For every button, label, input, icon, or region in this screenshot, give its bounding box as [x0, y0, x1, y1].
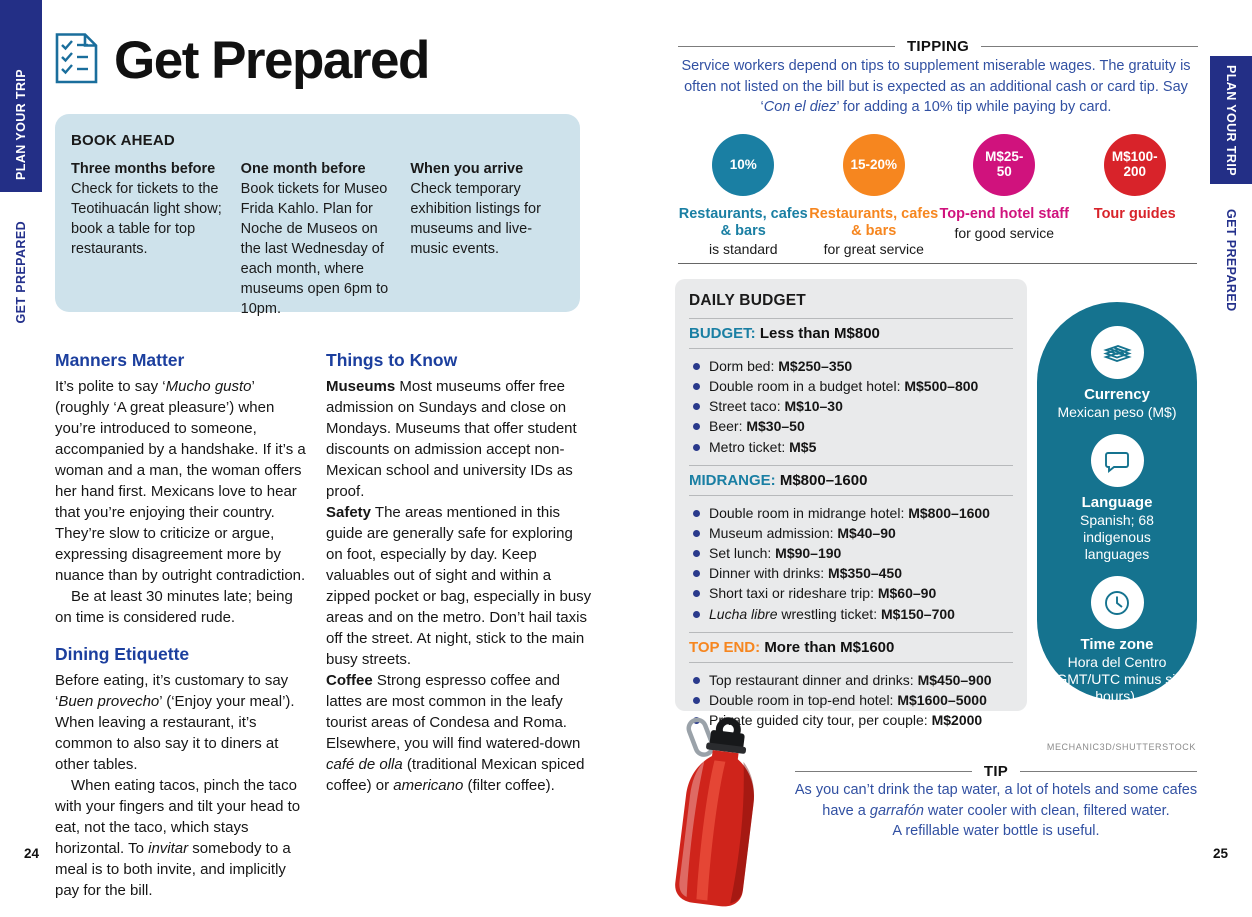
- page-number-left: 24: [24, 846, 40, 861]
- page-title: Get Prepared: [114, 31, 429, 90]
- budget-item: Double room in midrange hotel: M$800–1600: [689, 503, 1013, 523]
- tip-label: Tour guides: [1093, 206, 1176, 222]
- tipping-title: TIPPING: [906, 38, 970, 55]
- book-ahead-heading: Three months before: [71, 161, 216, 177]
- tip-label: Restaurants, cafes & bars: [809, 206, 939, 239]
- fact-label: Language: [1081, 494, 1153, 512]
- book-ahead-heading: One month before: [240, 161, 366, 177]
- tip-amount-badge: 15-20%: [843, 134, 905, 196]
- budget-item: Private guided city tour, per couple: M$2000: [689, 710, 1013, 730]
- things-paragraph: Safety The areas mentioned in this guide are generally safe for exploring on foot, especially by day. Keep valuables out of sight and within a zipped pocket or bag, especially in busy areas and on the metro. Don’t hail taxis off the street. At night, stick to the main busy streets.: [326, 504, 592, 668]
- country-facts-pill: [1037, 302, 1197, 705]
- divider-rule: [678, 263, 1197, 264]
- tip-title: TIP: [983, 763, 1009, 780]
- dining-paragraph: Before eating, it’s customary to say ‘Buen provecho’ (‘Enjoy your meal’). When leaving a restaurant, it’s common to also say it to diners at other tables.: [55, 672, 295, 773]
- section-heading-dining: Dining Etiquette: [55, 644, 190, 664]
- book-ahead-body: Book tickets for Museo Frida Kahlo. Plan for Noche de Museos on the last Wednesday of each month, where museums open 6pm to 10pm.: [240, 181, 389, 317]
- water-bottle-photo: [640, 712, 792, 912]
- tier-range: M$800–1600: [779, 471, 868, 489]
- fact-currency: [1051, 326, 1183, 421]
- book-ahead-body: Check temporary exhibition listings for museums and live-music events.: [410, 181, 541, 257]
- tip-label: Restaurants, cafes & bars: [678, 206, 808, 239]
- left-page-body: [55, 350, 592, 901]
- budget-item: Dinner with drinks: M$350–450: [689, 563, 1013, 583]
- tipping-circles-row: [678, 134, 1200, 257]
- section-heading-things: Things to Know: [326, 350, 458, 370]
- budget-item: Double room in a budget hotel: M$500–800: [689, 376, 1013, 396]
- budget-tier-midrange: [689, 465, 1013, 632]
- dining-paragraph: When eating tacos, pinch the taco with your fingers and tilt your head to eat, not the taco, which stays horizontal. To invitar somebody to a meal is to both invite, and implicitly pay for the bill.: [55, 777, 301, 899]
- speech-bubble-icon: [1091, 434, 1144, 487]
- tip-sublabel: for good service: [954, 224, 1055, 241]
- left-tab-label: PLAN YOUR TRIP: [14, 69, 28, 180]
- budget-item: Dorm bed: M$250–350: [689, 356, 1013, 376]
- rule-line: [678, 46, 895, 47]
- book-ahead-box: [55, 114, 580, 317]
- book-ahead-column: [241, 161, 395, 319]
- left-get-prepared-label: GET PREPARED: [14, 220, 28, 324]
- budget-item: Metro ticket: M$5: [689, 437, 1013, 457]
- daily-budget-title: DAILY BUDGET: [689, 292, 806, 309]
- tip-amount-badge: M$25-50: [973, 134, 1035, 196]
- page-header: [52, 31, 429, 90]
- tip-sublabel: is standard: [709, 241, 778, 258]
- page-number-right: 25: [1212, 846, 1228, 861]
- tip-amount-badge: 10%: [712, 134, 774, 196]
- tip-item: [678, 134, 809, 257]
- tipping-header: [678, 38, 1198, 55]
- budget-item: Top restaurant dinner and drinks: M$450–900: [689, 670, 1013, 690]
- rule-line: [1020, 771, 1197, 772]
- tip-item: [1070, 134, 1201, 257]
- clock-icon: [1091, 576, 1144, 629]
- budget-tier-budget: [689, 318, 1013, 465]
- book-ahead-heading: When you arrive: [410, 161, 524, 177]
- budget-item: Street taco: M$10–30: [689, 396, 1013, 416]
- budget-item: Short taxi or rideshare trip: M$60–90: [689, 583, 1013, 603]
- things-paragraph: Museums Most museums offer free admission on Sundays and close on Mondays. Museums that offer student discounts on admission accept non-Mexican school and university IDs as proof.: [326, 378, 577, 500]
- right-get-prepared-label: GET PREPARED: [1224, 208, 1238, 312]
- book-ahead-body: Check for tickets to the Teotihuacán light show; book a table for top restaurants.: [71, 181, 222, 257]
- tip-text: As you can’t drink the tap water, a lot of hotels and some cafes have a garrafón water cooler with clean, filtered water. A refillable water bottle is useful.: [794, 782, 1198, 840]
- tip-amount-badge: M$100- 200: [1104, 134, 1166, 196]
- tier-label: MIDRANGE:: [689, 471, 776, 489]
- banknotes-icon: [1091, 326, 1144, 379]
- book-ahead-column: [71, 161, 225, 319]
- fact-label: Time zone: [1080, 636, 1154, 654]
- checklist-icon: [52, 32, 100, 85]
- tip-label: Top-end hotel staff: [939, 206, 1069, 222]
- fact-timezone: [1051, 576, 1183, 705]
- fact-text: Hora del Centro (GMT/UTC minus six hours).: [1051, 654, 1183, 705]
- tier-range: Less than M$800: [759, 325, 880, 342]
- budget-item-list: [689, 496, 1013, 632]
- photo-credit: MECHANIC3D/SHUTTERSTOCK: [1046, 742, 1196, 752]
- budget-item: Lucha libre wrestling ticket: M$150–700: [689, 604, 1013, 624]
- right-tab-label: PLAN YOUR TRIP: [1224, 64, 1238, 176]
- budget-item: Beer: M$30–50: [689, 416, 1013, 436]
- budget-item-list: [689, 349, 1013, 465]
- fact-text: Spanish; 68 indigenous languages: [1080, 512, 1154, 563]
- book-ahead-column: [410, 161, 564, 319]
- rule-line: [795, 771, 972, 772]
- daily-budget-box: [675, 279, 1027, 729]
- tip-item: [809, 134, 940, 257]
- rule-line: [981, 46, 1198, 47]
- fact-text: Mexican peso (M$): [1057, 404, 1177, 420]
- budget-item: Museum admission: M$40–90: [689, 523, 1013, 543]
- tier-label: TOP END:: [689, 638, 761, 656]
- tipping-intro: Service workers depend on tips to supplement miserable wages. The gratuity is often not listed on the bill but is expected as an additional cash or card tip. Say ‘Con el diez’ for adding a 10% tip while paying by card.: [681, 58, 1191, 116]
- right-plan-your-trip-tab: [1210, 56, 1252, 184]
- book-ahead-title: BOOK AHEAD: [71, 132, 175, 149]
- fact-language: [1051, 434, 1183, 563]
- tier-label: BUDGET:: [689, 325, 756, 342]
- tier-range: More than M$1600: [764, 638, 895, 656]
- tip-item: [939, 134, 1070, 257]
- fact-label: Currency: [1084, 386, 1150, 403]
- left-plan-your-trip-tab: [0, 0, 42, 192]
- section-heading-manners: Manners Matter: [55, 350, 185, 370]
- manners-paragraph: It’s polite to say ‘Mucho gusto’ (roughly ‘A great pleasure’) when you’re introduced to someone, accompanied by a handshake. If it’s a woman and a man, the woman offers her hand first. Mexicans love to hear that you’re enjoying their country. They’re slow to criticize or argue, expressing disagreement more by nuance than by outright contradiction.: [55, 378, 306, 584]
- manners-paragraph: Be at least 30 minutes late; being on time is considered rude.: [55, 588, 293, 626]
- budget-item: Double room in top-end hotel: M$1600–5000: [689, 690, 1013, 710]
- tip-sublabel: for great service: [823, 241, 924, 258]
- things-paragraph: Coffee Strong espresso coffee and lattes are most common in the leafy tourist areas of Condesa and Roma. Elsewhere, you will find watered-down café de olla (traditional Mexican spiced coffee) or americano (filter coffee).: [326, 672, 585, 794]
- budget-item: Set lunch: M$90–190: [689, 543, 1013, 563]
- tip-header: [795, 763, 1197, 780]
